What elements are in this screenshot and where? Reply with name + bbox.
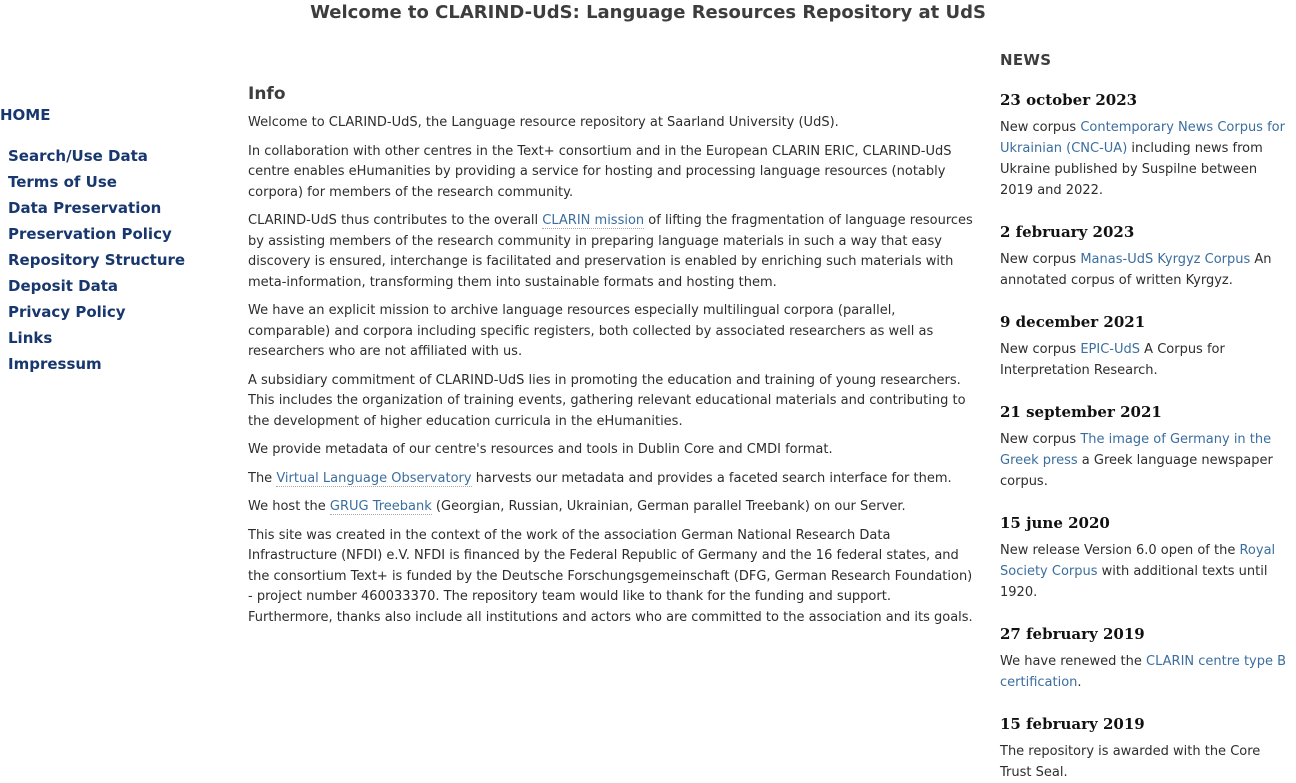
news-item-text: [1000, 117, 1292, 201]
manas-uds-kyrgyz-corpus-link[interactable]: Manas-UdS Kyrgyz Corpus: [1080, 252, 1251, 267]
text-segment: including news from Ukraine published by Suspilne between 2019 and 2022.: [1000, 141, 1263, 198]
sidebar-item-home[interactable]: HOME: [0, 106, 51, 124]
sidebar-item-data-preservation[interactable]: Data Preservation: [8, 199, 162, 217]
info-paragraph: [248, 440, 978, 461]
sidebar-item-impressum[interactable]: Impressum: [8, 355, 102, 373]
text-segment: of lifting the fragmentation of language resources by assisting members of the research community in preparing language materials in such a way that easy discovery is ensured, interchange is facilitated and preservation is enabled by enriching such materials with meta-information, transforming them into sustainable formats and hosting them.: [248, 213, 973, 290]
grug-treebank-link[interactable]: GRUG Treebank: [329, 499, 432, 514]
news-item-text: [1000, 249, 1292, 291]
news-item-date: 2 february 2023: [1000, 223, 1135, 241]
sidebar: [0, 106, 240, 377]
news-item-date: 9 december 2021: [1000, 313, 1146, 331]
news-item: [1000, 514, 1292, 603]
text-segment: Welcome to CLARIND-UdS, the Language resource repository at Saarland University (UdS).: [248, 115, 839, 130]
news-item-date: 15 june 2020: [1000, 514, 1110, 532]
news-item: [1000, 625, 1292, 693]
page-title: Welcome to CLARIND-UdS: Language Resources Repository at UdS: [310, 2, 986, 23]
news-item-date: 23 october 2023: [1000, 91, 1138, 109]
text-segment: A subsidiary commitment of CLARIND-UdS lies in promoting the education and training of young researchers. This includes the organization of training events, gathering relevant educational materials and contributing to the development of higher education curricula in the eHumanities.: [248, 372, 966, 429]
sidebar-item-deposit-data[interactable]: Deposit Data: [8, 277, 118, 295]
news-panel: [1000, 51, 1292, 783]
info-paragraph: [248, 371, 978, 433]
info-paragraph: [248, 211, 978, 293]
info-paragraph: [248, 301, 978, 363]
text-segment: New corpus: [1000, 120, 1081, 135]
main-content: [248, 84, 978, 636]
virtual-language-observatory-link[interactable]: Virtual Language Observatory: [276, 470, 472, 486]
text-segment: In collaboration with other centres in the Text+ consortium and in the European CLARIN ERIC, CLARIND-UdS centre enables eHumanities by providing a service for hosting and processing language resources (notably corpora) for members of the research community.: [248, 143, 952, 200]
text-segment: We provide metadata of our centre's resources and tools in Dublin Core and CMDI format.: [248, 442, 833, 457]
text-segment: The repository is awarded with the Core Trust Seal.: [1000, 744, 1261, 780]
clarin-centre-type-b-certification-link[interactable]: CLARIN centre type B certification: [1000, 654, 1287, 690]
news-item: [1000, 715, 1292, 783]
news-item-date: 15 february 2019: [1000, 715, 1145, 733]
text-segment: (Georgian, Russian, Ukrainian, German parallel Treebank) on our Server.: [431, 499, 906, 514]
news-item-text: [1000, 339, 1292, 381]
news-item: [1000, 91, 1292, 201]
sidebar-item-preservation-policy[interactable]: Preservation Policy: [8, 225, 172, 243]
text-segment: A Corpus for Interpretation Research.: [1000, 342, 1225, 378]
news-item: [1000, 403, 1292, 492]
news-item: [1000, 223, 1292, 291]
text-segment: An annotated corpus of written Kyrgyz.: [1000, 252, 1272, 288]
text-segment: The: [248, 470, 277, 486]
info-paragraph: [248, 142, 978, 204]
text-segment: .: [1077, 675, 1082, 690]
sidebar-item-terms-of-use[interactable]: Terms of Use: [8, 173, 117, 191]
news-item-date: 27 february 2019: [1000, 625, 1145, 643]
text-segment: We have renewed the: [1000, 654, 1147, 669]
epic-uds-link[interactable]: EPIC-UdS: [1080, 342, 1141, 357]
sidebar-item-search-use-data[interactable]: Search/Use Data: [8, 147, 148, 165]
text-segment: a Greek language newspaper corpus.: [1000, 453, 1273, 489]
info-heading: Info: [248, 84, 286, 104]
image-of-germany-greek-press-link[interactable]: The image of Germany in the Greek press: [1000, 432, 1272, 468]
royal-society-corpus-link[interactable]: Royal Society Corpus: [1000, 543, 1276, 579]
sidebar-item-repository-structure[interactable]: Repository Structure: [8, 251, 186, 269]
text-segment: with additional texts until 1920.: [1000, 564, 1268, 600]
text-segment: New corpus: [1000, 342, 1081, 357]
sidebar-item-privacy-policy[interactable]: Privacy Policy: [8, 303, 126, 321]
text-segment: This site was created in the context of the work of the association German National Research Data Infrastructure (NFDI) e.V. NFDI is financed by the Federal Republic of Germany and the 16 federal states, and the consortium Text+ is funded by the Deutsche Forschungsgemeinschaft (DFG, German Research Foundation) - project number 460033370. The repository team would like to thank for the funding and support. Furthermore, thanks also include all institutions and actors who are committed to the association and its goals.: [248, 527, 973, 625]
info-paragraph: [248, 526, 978, 629]
info-paragraph: [248, 113, 978, 134]
text-segment: We have an explicit mission to archive language resources especially multilingual corpora (parallel, comparable) and corpora including specific registers, both collected by associated researchers as well as researchers who are not affiliated with us.: [248, 303, 934, 359]
text-segment: New release Version 6.0 open of the: [1000, 543, 1240, 558]
news-heading: NEWS: [1000, 51, 1052, 69]
text-segment: harvests our metadata and provides a faceted search interface for them.: [471, 470, 952, 486]
news-item-text: [1000, 429, 1292, 492]
info-paragraphs: [248, 113, 978, 628]
text-segment: New corpus: [1000, 432, 1081, 447]
news-item-text: [1000, 651, 1292, 693]
sidebar-item-links[interactable]: Links: [8, 329, 53, 347]
news-item-text: [1000, 540, 1292, 603]
news-item-text: [1000, 741, 1292, 783]
text-segment: CLARIND-UdS thus contributes to the overall: [248, 213, 543, 228]
text-segment: New corpus: [1000, 252, 1081, 267]
news-items: [1000, 91, 1292, 783]
cnc-ua-corpus-link[interactable]: Contemporary News Corpus for Ukrainian (CNC-UA): [1000, 120, 1285, 156]
news-item: [1000, 313, 1292, 381]
info-paragraph: [248, 469, 978, 490]
news-item-date: 21 september 2021: [1000, 403, 1162, 421]
sidebar-menu: [0, 143, 240, 377]
text-segment: We host the: [248, 499, 330, 514]
info-paragraph: [248, 497, 978, 518]
clarin-mission-link[interactable]: CLARIN mission: [542, 213, 645, 228]
